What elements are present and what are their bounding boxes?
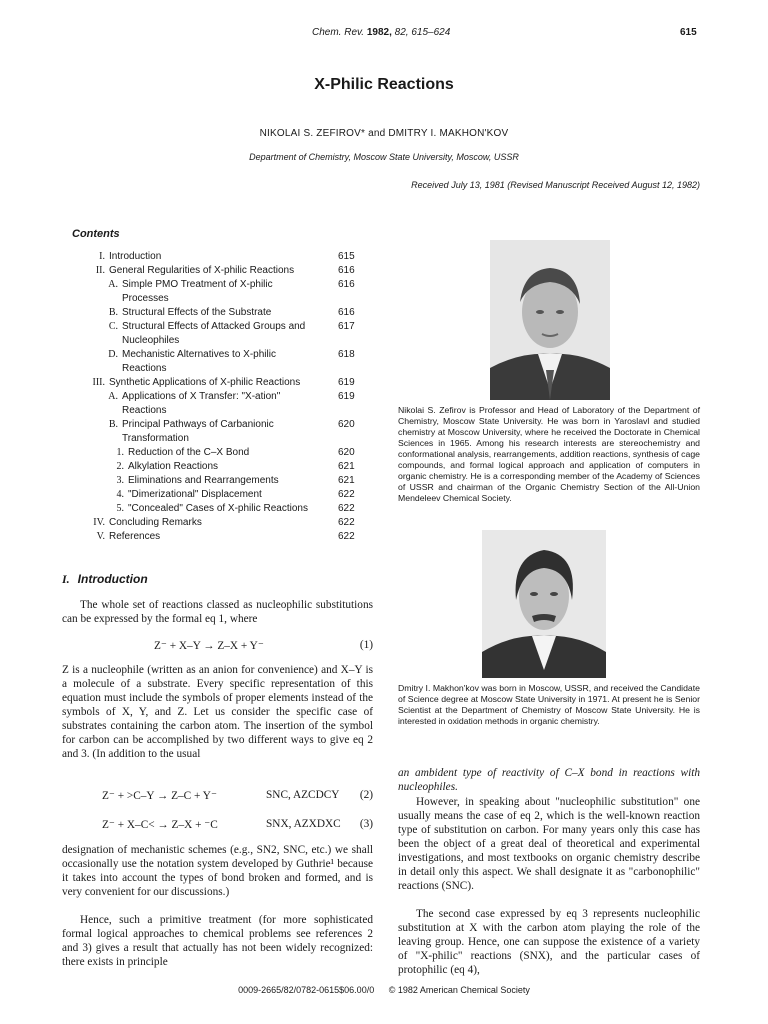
toc-entry[interactable] [72, 306, 382, 320]
toc-title: Structural Effects of the Substrate [122, 307, 272, 318]
toc-page: 615 [338, 251, 355, 262]
contents-heading: Contents [72, 228, 120, 240]
toc-title: Principal Pathways of Carbanionic Transformation [122, 419, 274, 444]
toc-entry[interactable] [72, 278, 355, 306]
toc-number: 2. [116, 461, 124, 472]
footer [0, 985, 768, 995]
toc-entry[interactable] [72, 474, 382, 488]
footer-code: 0009-2665/82/0782-0615$06.00/0 [238, 985, 375, 995]
zefirov-portrait [490, 240, 610, 400]
affiliation: Department of Chemistry, Moscow State University, Moscow, USSR [249, 152, 519, 162]
toc-number: 4. [116, 489, 124, 500]
toc-page: 616 [338, 279, 355, 290]
toc-title: References [109, 531, 161, 542]
toc-number: A. [108, 391, 118, 402]
toc-number: A. [108, 279, 118, 290]
section-title: Introduction [77, 572, 148, 586]
paragraph-6: However, in speaking about "nucleophilic substitution" one usually means the case of eq 2, which is the well-known reaction type of substitution on carbon. For many years only this case has been the object of a great deal of theoretical and experimental investigations, and most textbooks on organic chemistry describe in detail only this aspect. We shall designate it as "carbonophilic" reactions (SNC). [398, 796, 700, 892]
toc-page: 621 [338, 475, 355, 486]
paragraph-5: an ambident type of reactivity of C–X bond in reactions with nucleophiles. [398, 767, 700, 793]
toc-title: Eliminations and Rearrangements [128, 475, 279, 486]
article-title: X-Philic Reactions [314, 76, 454, 93]
toc-page: 616 [338, 265, 355, 276]
toc-page: 621 [338, 461, 355, 472]
equation-1-body: Z⁻ + X–Y → Z–X + Y⁻ [154, 640, 264, 652]
toc-number: IV. [93, 517, 105, 528]
toc-entry[interactable] [72, 320, 355, 348]
toc-number: I. [99, 251, 105, 262]
equation-3-label: SNX, AZXDXC [266, 818, 341, 830]
toc-entry[interactable] [72, 250, 382, 264]
equation-2-label: SNC, AZCDCY [266, 789, 340, 801]
table-of-contents [72, 250, 382, 544]
equation-2-number: (2) [359, 789, 373, 801]
toc-title: Concluding Remarks [109, 517, 202, 528]
toc-page: 618 [338, 349, 355, 360]
toc-page: 620 [338, 447, 355, 458]
footer-copyright: © 1982 American Chemical Society [388, 985, 530, 995]
toc-page: 622 [338, 489, 355, 500]
received-dates: Received July 13, 1981 (Revised Manuscript Received August 12, 1982) [411, 180, 700, 190]
journal-citation: Chem. Rev. 1982, 82, 615–624 [312, 27, 451, 38]
toc-number: V. [96, 531, 105, 542]
toc-entry[interactable] [72, 530, 382, 544]
section-heading [62, 572, 148, 587]
makhonkov-caption: Dmitry I. Makhon'kov was born in Moscow, USSR, and received the Candidate of Science degree at Moscow State University in 1971. At present he is Senior Scientist at the Department of Chemistry of Moscow State University. He is interested in oxidation methods in organic chemistry. [398, 683, 700, 726]
toc-title: General Regularities of X-philic Reactions [109, 265, 295, 276]
equation-2-body: Z⁻ + >C–Y → Z–C + Y⁻ [102, 790, 217, 802]
toc-entry[interactable] [72, 446, 382, 460]
paragraph-4: Hence, such a primitive treatment (for more sophisticated formal logical approaches to chemical problems see references 2 and 3) gives a result that actually has not been widely recognized: there exists in principle [62, 914, 373, 968]
toc-number: III. [92, 377, 105, 388]
toc-number: B. [108, 419, 118, 430]
paragraph-7: The second case expressed by eq 3 represents nucleophilic substitution at X with the carbon atom playing the role of the leaving group. Hence, one can suppose the existence of a variety of "X-philic" reactions (SNX), and the particular cases of protophilic (eq 4), [398, 908, 700, 976]
toc-title: Applications of X Transfer: "X-ation" Reactions [122, 391, 281, 416]
section-number: I. [62, 572, 70, 586]
paragraph-2: Z is a nucleophile (written as an anion for convenience) and X–Y is a molecule of a substrate. Every specific representation of this equation must include the symbols of proper elements instead of the symbols of X, Y, and Z. Let us consider the specific case of substrates containing the carbon atom. The insertion of the symbol for carbon can be accomplished by two different ways to give eq 2 and 3. (In addition to the usual [62, 664, 373, 760]
toc-entry[interactable] [72, 348, 355, 376]
toc-title: Synthetic Applications of X-philic Reactions [109, 377, 301, 388]
author-line: NIKOLAI S. ZEFIROV* and DMITRY I. MAKHON'KOV [259, 128, 509, 139]
toc-page: 622 [338, 531, 355, 542]
toc-title: Reduction of the C–X Bond [128, 447, 250, 458]
equation-3-number: (3) [359, 818, 373, 830]
toc-title: "Dimerizational" Displacement [128, 489, 262, 500]
toc-entry[interactable] [72, 502, 355, 516]
toc-title: Structural Effects of Attacked Groups and Nucleophiles [122, 321, 306, 346]
toc-entry[interactable] [72, 516, 382, 530]
toc-page: 622 [338, 517, 355, 528]
toc-title: "Concealed" Cases of X-philic Reactions [128, 503, 308, 514]
equation-3-body: Z⁻ + X–C< → Z–X + ⁻C [102, 819, 218, 831]
toc-entry[interactable] [72, 418, 355, 446]
makhonkov-portrait [482, 530, 606, 678]
toc-number: 1. [116, 447, 124, 458]
toc-number: D. [108, 349, 118, 360]
toc-entry[interactable] [72, 460, 382, 474]
toc-page: 619 [338, 391, 355, 402]
equation-1-number: (1) [359, 639, 373, 651]
toc-page: 617 [338, 321, 355, 332]
paragraph-1: The whole set of reactions classed as nucleophilic substitutions can be expressed by the formal eq 1, where [62, 599, 373, 625]
paragraph-3: designation of mechanistic schemes (e.g., SN2, SNC, etc.) we shall occasionally use the notation system developed by Guthrie¹ because it takes into account the types of bond broken and formed, and is very convenient for our discussions.) [62, 844, 373, 898]
toc-number: B. [108, 307, 118, 318]
toc-number: C. [108, 321, 118, 332]
toc-number: II. [95, 265, 105, 276]
toc-number: 5. [116, 503, 124, 514]
toc-page: 622 [338, 503, 355, 514]
toc-page: 616 [338, 307, 355, 318]
toc-page: 620 [338, 419, 355, 430]
toc-number: 3. [116, 475, 124, 486]
toc-page: 619 [338, 377, 355, 388]
toc-entry[interactable] [72, 488, 382, 502]
page-number: 615 [680, 27, 697, 38]
toc-title: Introduction [109, 251, 162, 262]
toc-entry[interactable] [72, 264, 382, 278]
zefirov-caption: Nikolai S. Zefirov is Professor and Head of Laboratory of the Department of Chemistry, Moscow State University. He was born in Yaroslavl and studied chemistry at Moscow University, where he received the Doctorate in Chemical Sciences in 1965. Among his research interests are stereochemistry and conformational analysis, rearrangements, addition reactions, synthesis of cage compounds, and formal logical approach and application of computers in organic chemistry. He is a corresponding member of the Academy of Sciences of USSR and chairman of the Organic Chemistry Section of the All-Union Mendeleev Chemical Society. [398, 405, 700, 503]
toc-title: Mechanistic Alternatives to X-philic Reactions [122, 349, 276, 374]
toc-title: Alkylation Reactions [128, 461, 219, 472]
toc-entry[interactable] [72, 376, 382, 390]
toc-entry[interactable] [72, 390, 355, 418]
toc-title: Simple PMO Treatment of X-philic Processes [122, 279, 273, 304]
